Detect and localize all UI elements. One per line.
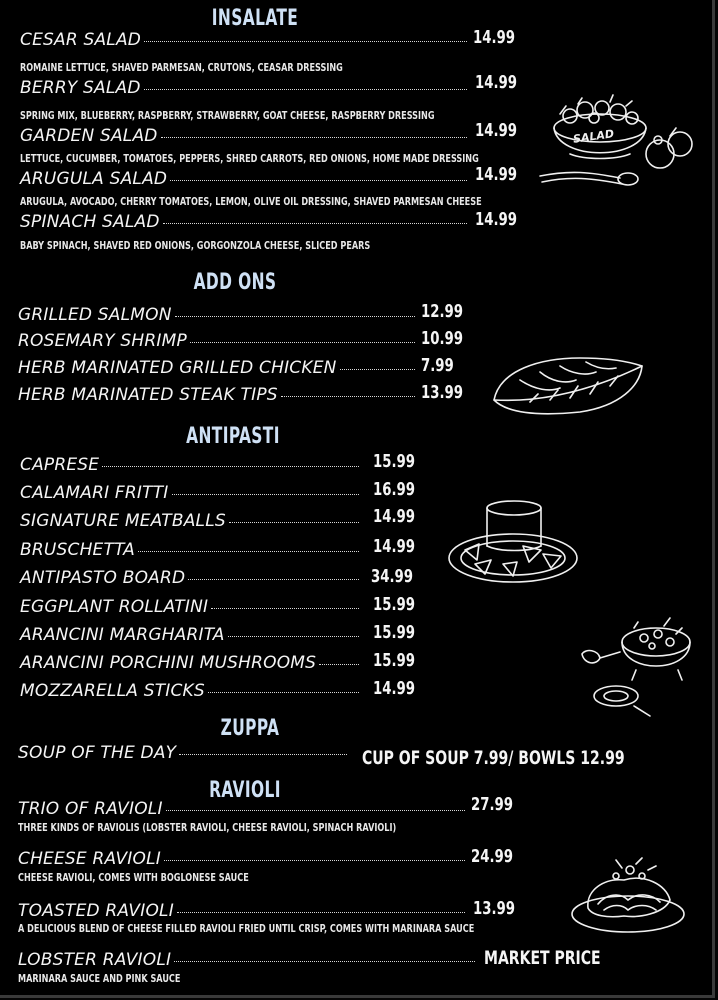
item-price: 15.99 (373, 622, 416, 643)
leader-dots (172, 494, 359, 495)
item-name: GRILLED SALMON (18, 305, 172, 325)
menu-item-lobster-ravioli (18, 950, 478, 970)
leader-dots (174, 961, 475, 962)
item-price: 13.99 (421, 382, 464, 403)
item-price: 16.99 (373, 479, 416, 500)
leader-dots (177, 912, 465, 913)
item-name: SIGNATURE MEATBALLS (20, 511, 226, 531)
menu-item-herb-grilled-chicken (18, 358, 418, 378)
menu-item-arugula-salad (20, 169, 470, 189)
menu-item-herb-steak-tips (18, 385, 418, 405)
item-name: BRUSCHETTA (20, 540, 135, 560)
item-description: BABY SPINACH, SHAVED RED ONIONS, GORGONZOLA CHEESE, SLICED PEARS (20, 240, 371, 252)
item-name: ANTIPASTO BOARD (20, 568, 186, 588)
item-name: ARANCINI PORCHINI MUSHROOMS (20, 653, 317, 673)
section-heading-insalate: INSALATE (211, 6, 299, 31)
menu-item-arancini-porchini (20, 653, 362, 673)
section-heading-add-ons: ADD ONS (193, 270, 277, 295)
leader-dots (229, 522, 359, 523)
leader-dots (144, 89, 467, 90)
salad-bowl-label: SALAD (572, 127, 615, 146)
menu-item-berry-salad (20, 78, 470, 98)
item-name: BERRY SALAD (20, 78, 141, 98)
item-name: EGGPLANT ROLLATINI (20, 597, 209, 617)
section-heading-antipasti: ANTIPASTI (186, 424, 280, 449)
item-price: 34.99 (371, 566, 414, 587)
item-description: ARUGULA, AVOCADO, CHERRY TOMATOES, LEMON, OLIVE OIL DRESSING, SHAVED PARMESAN CHEESE (20, 196, 482, 208)
leader-dots (319, 664, 359, 665)
item-price: 14.99 (373, 506, 416, 527)
menu-item-garden-salad (20, 126, 470, 146)
leader-dots (166, 810, 465, 811)
menu-item-mozzarella-sticks (20, 681, 362, 701)
item-name: SOUP OF THE DAY (18, 743, 177, 763)
item-name: ARUGULA SALAD (20, 169, 168, 189)
item-price: 12.99 (421, 301, 464, 322)
item-price: 14.99 (475, 209, 518, 230)
item-description: ROMAINE LETTUCE, SHAVED PARMESAN, CRUTONS, CEASAR DRESSING (20, 62, 343, 74)
item-name: TRIO OF RAVIOLI (18, 799, 163, 819)
menu-item-signature-meatballs (20, 511, 362, 531)
menu-item-antipasto-board (20, 568, 362, 588)
section-heading-zuppa: ZUPPA (220, 716, 280, 741)
menu-item-toasted-ravioli (18, 901, 468, 921)
item-description: LETTUCE, CUCUMBER, TOMATOES, PEPPERS, SHRED CARROTS, RED ONIONS, HOME MADE DRESSING (20, 153, 479, 165)
item-name: ARANCINI MARGHARITA (20, 625, 225, 645)
item-price: MARKET PRICE (484, 947, 601, 969)
item-name: MOZZARELLA STICKS (20, 681, 205, 701)
item-price: 13.99 (473, 898, 516, 919)
leader-dots (281, 396, 415, 397)
item-name: SPINACH SALAD (20, 212, 160, 232)
menu-item-bruschetta (20, 540, 362, 560)
leader-dots (208, 692, 359, 693)
salad-bowl-icon (530, 86, 700, 196)
leader-dots (102, 466, 359, 467)
item-name: ROSEMARY SHRIMP (18, 331, 187, 351)
item-name: TOASTED RAVIOLI (18, 901, 174, 921)
leader-dots (161, 137, 467, 138)
menu-item-arancini-margharita (20, 625, 362, 645)
leader-dots (211, 608, 359, 609)
item-description: SPRING MIX, BLUEBERRY, RASPBERRY, STRAWBERRY, GOAT CHEESE, RASPBERRY DRESSING (20, 110, 435, 122)
menu-item-grilled-salmon (18, 305, 418, 325)
leader-dots (144, 41, 467, 42)
item-name: CHEESE RAVIOLI (18, 849, 161, 869)
item-price: 14.99 (373, 678, 416, 699)
item-price: 14.99 (475, 120, 518, 141)
item-price: 15.99 (373, 451, 416, 472)
item-price: 7.99 (421, 355, 454, 376)
leader-dots (190, 342, 415, 343)
item-price: 14.99 (475, 72, 518, 93)
item-price: 24.99 (471, 846, 514, 867)
item-name: CAPRESE (20, 455, 100, 475)
menu-item-rosemary-shrimp (18, 331, 418, 351)
soup-pot-icon (578, 612, 698, 717)
item-price: 14.99 (373, 536, 416, 557)
leader-dots (163, 223, 467, 224)
item-name: HERB MARINATED GRILLED CHICKEN (18, 358, 337, 378)
item-name: HERB MARINATED STEAK TIPS (18, 385, 278, 405)
item-name: LOBSTER RAVIOLI (18, 950, 172, 970)
leader-dots (340, 369, 415, 370)
menu-item-eggplant-rollatini (20, 597, 362, 617)
item-price: 10.99 (421, 328, 464, 349)
item-price: 15.99 (373, 650, 416, 671)
item-price: 15.99 (373, 594, 416, 615)
item-price: CUP OF SOUP 7.99/ BOWLS 12.99 (362, 747, 625, 769)
menu-item-calamari-fritti (20, 483, 362, 503)
leader-dots (138, 551, 359, 552)
item-price: 14.99 (475, 164, 518, 185)
leader-dots (188, 579, 359, 580)
leader-dots (179, 754, 347, 755)
leader-dots (228, 636, 359, 637)
leader-dots (164, 860, 465, 861)
salmon-fillet-icon (490, 340, 650, 420)
item-description: CHEESE RAVIOLI, COMES WITH BOGLONESE SAUCE (18, 872, 249, 884)
item-description: MARINARA SAUCE AND PINK SAUCE (18, 973, 181, 985)
menu-item-caprese (20, 455, 362, 475)
menu-item-soup-of-the-day (18, 743, 350, 763)
menu-item-spinach-salad (20, 212, 470, 232)
ravioli-plate-icon (568, 856, 688, 936)
item-price: 27.99 (471, 794, 514, 815)
item-name: CALAMARI FRITTI (20, 483, 169, 503)
item-name: CESAR SALAD (20, 30, 142, 50)
item-description: A DELICIOUS BLEND OF CHEESE FILLED RAVIOLI FRIED UNTIL CRISP, COMES WITH MARINARA SAUCE (18, 923, 475, 935)
section-heading-ravioli: RAVIOLI (209, 778, 281, 803)
dip-and-chips-icon (445, 498, 585, 588)
menu-item-trio-of-ravioli (18, 799, 468, 819)
leader-dots (175, 316, 415, 317)
leader-dots (170, 180, 467, 181)
item-price: 14.99 (473, 27, 516, 48)
item-description: THREE KINDS OF RAVIOLIS (LOBSTER RAVIOLI, CHEESE RAVIOLI, SPINACH RAVIOLI) (18, 822, 397, 834)
menu-item-cesar-salad (20, 30, 470, 50)
menu-item-cheese-ravioli (18, 849, 468, 869)
item-name: GARDEN SALAD (20, 126, 158, 146)
